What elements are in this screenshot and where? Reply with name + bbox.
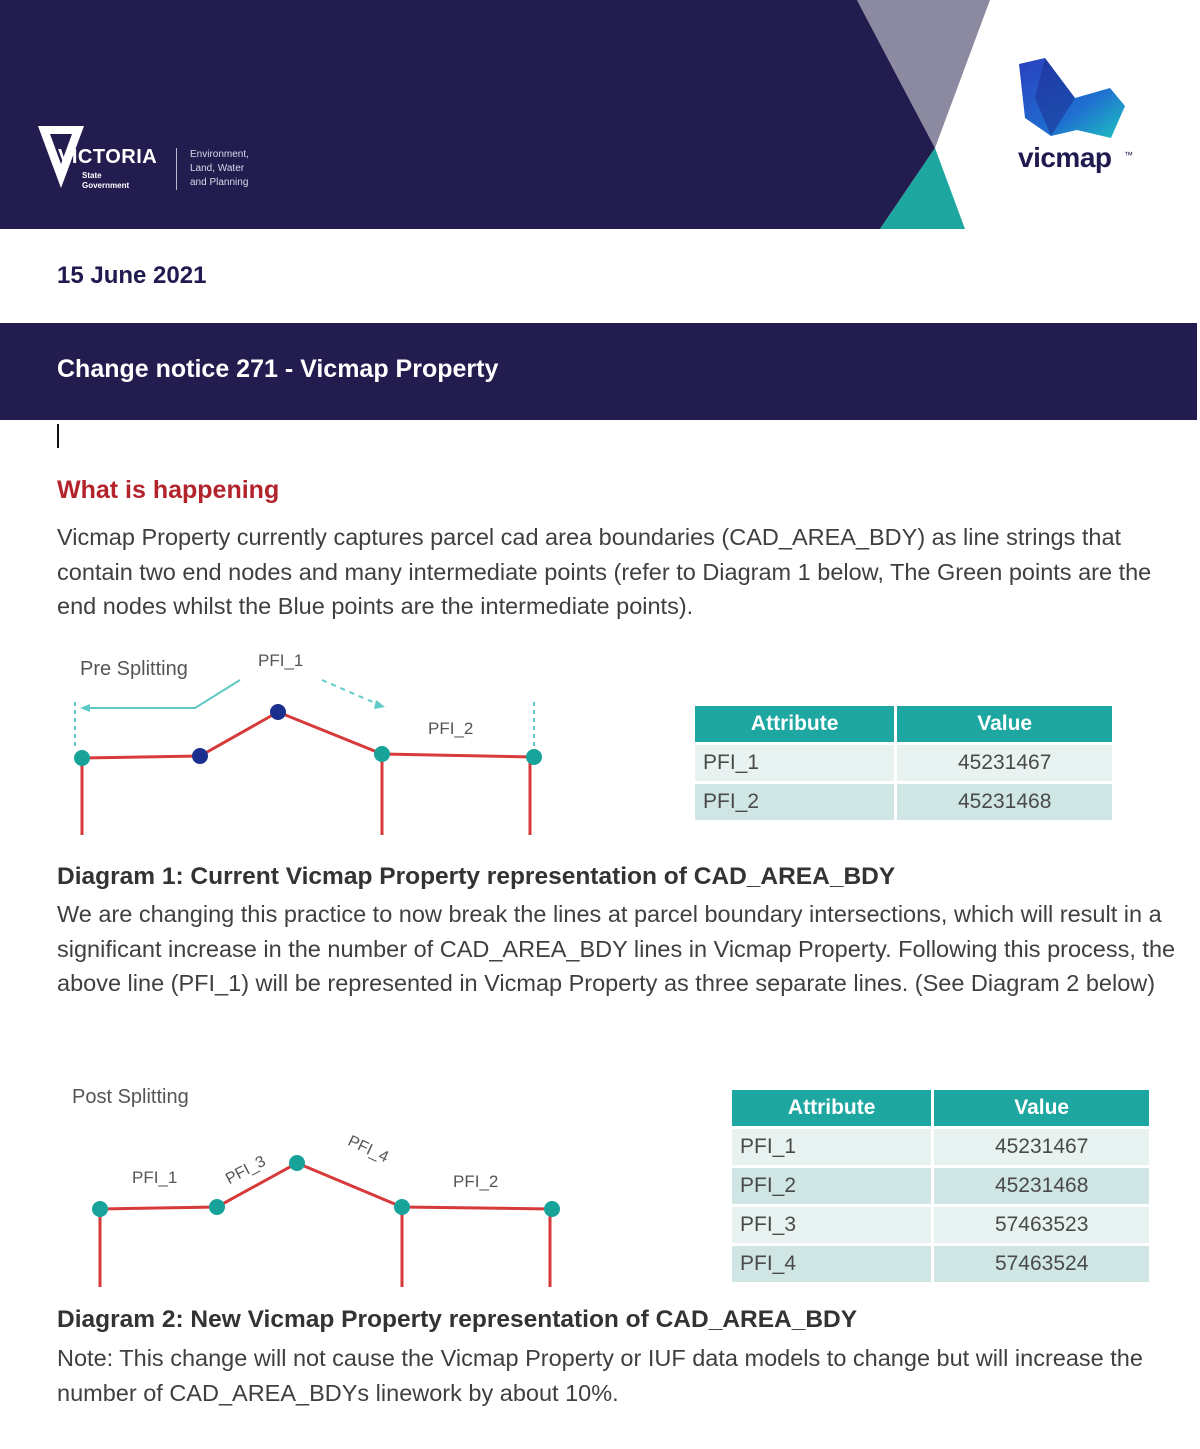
department-line3: and Planning bbox=[190, 177, 249, 188]
logo-divider bbox=[176, 148, 177, 190]
table-cell-attribute: PFI_2 bbox=[695, 783, 896, 822]
diagram2-label-pfi2: PFI_2 bbox=[453, 1172, 499, 1191]
diagram1-label-pfi2: PFI_2 bbox=[428, 719, 474, 738]
table-header-attribute: Attribute bbox=[695, 706, 896, 744]
table-header-attribute: Attribute bbox=[732, 1090, 933, 1128]
table-row bbox=[695, 783, 1114, 822]
table-cell-attribute: PFI_1 bbox=[695, 744, 896, 783]
victoria-logo-sub2: Government bbox=[82, 181, 130, 190]
table-cell-value: 45231468 bbox=[933, 1167, 1151, 1206]
department-line1: Environment, bbox=[190, 149, 249, 160]
vicmap-logo-text: vicmap bbox=[1018, 142, 1112, 173]
table-cell-attribute: PFI_1 bbox=[732, 1128, 933, 1167]
vicmap-logo-mark-icon bbox=[1015, 58, 1130, 140]
diagram2-attribute-table bbox=[732, 1090, 1152, 1285]
table-row bbox=[732, 1245, 1151, 1284]
table-row bbox=[732, 1206, 1151, 1245]
diagram2-caption: Diagram 2: New Vicmap Property representation of CAD_AREA_BDY bbox=[57, 1306, 858, 1333]
change-paragraph: We are changing this practice to now break the lines at parcel boundary intersections, which will result in a significant increase in the number of CAD_AREA_BDY lines in Vicmap Property. Following this process, the above line (PFI_1) will be represented in Vicmap Property as three separate lines. (See Diagram 2 below) bbox=[57, 901, 1176, 996]
victoria-logo-name: VICTORIA bbox=[58, 146, 158, 168]
table-cell-attribute: PFI_2 bbox=[732, 1167, 933, 1206]
diagram2-label-pfi1: PFI_1 bbox=[132, 1168, 178, 1187]
diagram1-caption: Diagram 1: Current Vicmap Property representation of CAD_AREA_BDY bbox=[57, 863, 896, 890]
text-cursor bbox=[57, 424, 59, 448]
table-cell-value: 45231467 bbox=[933, 1128, 1151, 1167]
vicmap-trademark: ™ bbox=[1124, 150, 1133, 160]
table-header-value: Value bbox=[933, 1090, 1151, 1128]
table-row bbox=[732, 1128, 1151, 1167]
table-cell-value: 57463524 bbox=[933, 1245, 1151, 1284]
table-header-value: Value bbox=[896, 706, 1114, 744]
table-cell-value: 45231468 bbox=[896, 783, 1114, 822]
end-node bbox=[394, 1199, 410, 1215]
table-row bbox=[695, 744, 1114, 783]
victoria-logo-sub1: State bbox=[82, 171, 102, 180]
diagram2-label-pfi3: PFI_3 bbox=[223, 1152, 269, 1188]
diagram2-title: Post Splitting bbox=[72, 1086, 189, 1108]
table-cell-attribute: PFI_3 bbox=[732, 1206, 933, 1245]
diagram-1-pre-splitting bbox=[60, 640, 580, 840]
diagram-2-post-splitting bbox=[60, 1075, 580, 1295]
department-line2: Land, Water bbox=[190, 163, 245, 174]
end-node bbox=[289, 1155, 305, 1171]
table-cell-value: 57463523 bbox=[933, 1206, 1151, 1245]
end-node bbox=[92, 1201, 108, 1217]
intro-paragraph: Vicmap Property currently captures parcel cad area boundaries (CAD_AREA_BDY) as line strings that contain two end nodes and many intermediate points (refer to Diagram 1 below, The Green points are the end nodes whilst the Blue points are the intermediate points). bbox=[57, 524, 1152, 619]
diagram1-label-pfi1: PFI_1 bbox=[258, 651, 304, 670]
intermediate-point bbox=[270, 704, 286, 720]
table-row bbox=[732, 1167, 1151, 1206]
diagram1-title: Pre Splitting bbox=[80, 658, 188, 680]
note-paragraph: Note: This change will not cause the Vicmap Property or IUF data models to change but will increase the number of CAD_AREA_BDYs linework by about 10%. bbox=[57, 1345, 1143, 1406]
diagram2-label-pfi4: PFI_4 bbox=[345, 1132, 392, 1167]
end-node bbox=[209, 1199, 225, 1215]
header-banner bbox=[0, 0, 1200, 229]
table-cell-attribute: PFI_4 bbox=[732, 1245, 933, 1284]
end-node bbox=[526, 749, 542, 765]
diagram1-attribute-table bbox=[695, 706, 1115, 823]
end-node bbox=[544, 1201, 560, 1217]
notice-date: 15 June 2021 bbox=[57, 262, 207, 289]
end-node bbox=[374, 746, 390, 762]
page-title: Change notice 271 - Vicmap Property bbox=[57, 355, 499, 383]
table-cell-value: 45231467 bbox=[896, 744, 1114, 783]
section-heading: What is happening bbox=[57, 476, 280, 504]
end-node bbox=[74, 750, 90, 766]
intermediate-point bbox=[192, 748, 208, 764]
